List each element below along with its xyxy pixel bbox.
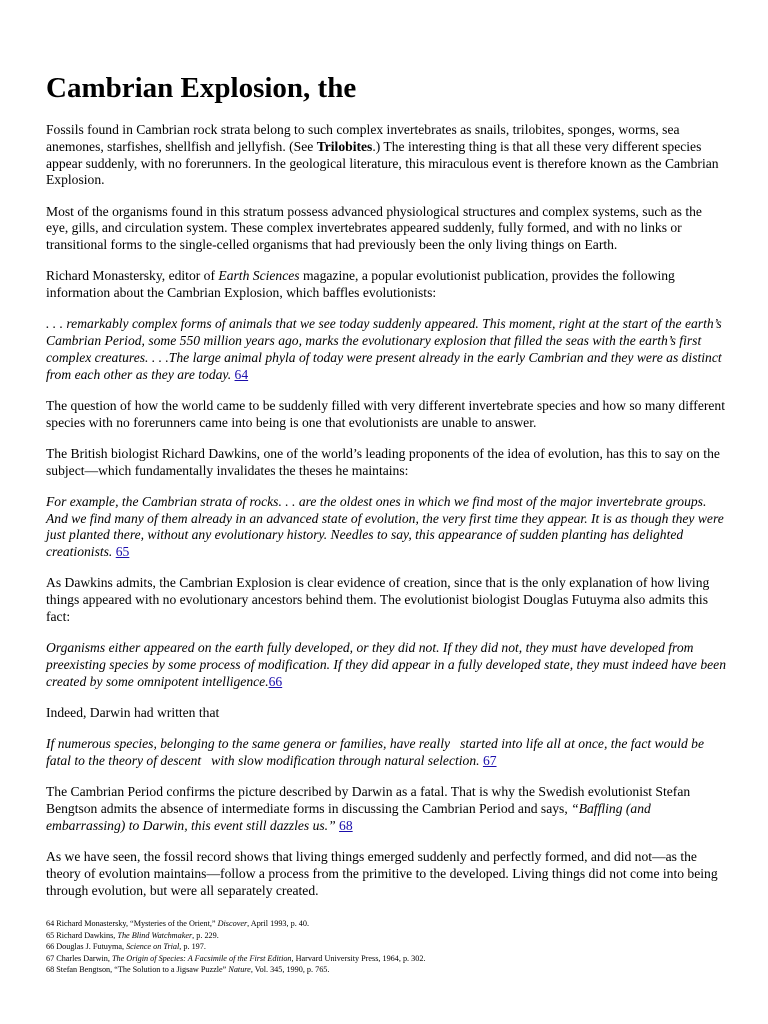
footnotes <box>46 918 726 976</box>
quote-text: For example, the Cambrian strata of rocks. . . are the oldest ones in which we find most of the major invertebrate groups. And we find many of them already in an advanced state of evolution, the very first time they appear. It is as though they were just planted there, without any evolutionary history. Needles to say, this appearance of sudden planting has delighted creationists. <box>46 493 724 560</box>
quote-text: Organisms either appeared on the earth fully developed, or they did not. If they did not, they must have developed from preexisting species by some process of modification. If they did appear in a fully developed state, they must indeed have been created by some omnipotent intelligence. <box>46 640 727 689</box>
footnote-67 <box>46 953 726 965</box>
footnote-text: 67 Charles Darwin, <box>46 953 112 963</box>
footnote-text: 68 Stefan Bengtson, “The Solution to a Jigsaw Puzzle” <box>46 965 229 975</box>
quote-dawkins <box>46 494 726 561</box>
footnote-text: , Harvard University Press, 1964, p. 302. <box>291 953 426 963</box>
quote-text: started into life all at once, the fact would be fatal to the theory of descent <box>46 736 704 769</box>
paragraph-dawkins: The British biologist Richard Dawkins, one of the world’s leading proponents of the idea of evolution, has this to say on the subject—which fundamentally invalidates the theses he maintains: <box>46 445 720 478</box>
quote-darwin <box>46 736 726 770</box>
quote-text: If numerous species, belonging to the same genera or families, have really <box>46 736 451 752</box>
footnote-text: 65 Richard Dawkins, <box>46 930 118 940</box>
footnote-64 <box>46 918 726 930</box>
footnote-66 <box>46 941 726 953</box>
footnote-source: The Origin of Species: A Facsimile of the First Edition <box>111 953 292 963</box>
footnote-text: 66 Douglas J. Futuyma, <box>46 942 127 952</box>
footnote-text: , p. 197. <box>179 942 206 952</box>
paragraph-text: The Cambrian Period confirms the picture described by Darwin as a fatal. That is why the Swedish evolutionist Stefan Bengtson admits the absence of intermediate forms in discussing the Cambrian Period and says, <box>46 784 691 816</box>
footnote-link-68[interactable]: 68 <box>339 817 353 833</box>
paragraph-bengtson <box>46 784 726 834</box>
trilobites-reference: Trilobites <box>316 138 373 154</box>
paragraph-futuyma: As Dawkins admits, the Cambrian Explosion is clear evidence of creation, since that is the only explanation of how living things appeared with no evolutionary ancestors behind them. The evolutionist biologist Douglas Futuyma also admits this fact: <box>46 575 710 625</box>
paragraph-organisms: Most of the organisms found in this stratum possess advanced physiological structures and complex systems, such as the eye, gills, and circulation system. These complex invertebrates appeared suddenly, fully formed, and with no links or transitional forms to the single-celled organisms that had previously been the only living things on Earth. <box>46 203 702 253</box>
quote-text: . . . remarkably complex forms of animals that we see today suddenly appeared. This moment, right at the start of the earth’s Cambrian Period, some 550 million years ago, marks the evolutionary explosion that filled the seas with the earth’s first complex creatures. . . .The large animal phyla of today were present already in the early Cambrian and they were as distinct from each other as they are today. <box>46 316 722 382</box>
footnote-text: 64 Richard Monastersky, “Mysteries of the Orient,” <box>46 919 218 928</box>
footnote-link-67[interactable]: 67 <box>482 753 497 769</box>
footnote-link-65[interactable]: 65 <box>115 544 130 560</box>
quote-futuyma <box>46 640 726 690</box>
footnote-68 <box>46 964 726 976</box>
paragraph-text: Fossils found in Cambrian rock strata belong to such complex invertebrates as snails, trilobites, sponges, worms, sea anemones, starfishes, shellfish and jellyfish. (See <box>46 122 680 154</box>
footnote-text: , April 1993, p. 40. <box>247 919 310 928</box>
footnote-65 <box>46 930 726 942</box>
paragraph-fossils <box>46 122 726 189</box>
paragraph-text: magazine, a popular evolutionist publication, provides the following information about the Cambrian Explosion, which baffles evolutionists: <box>46 268 675 301</box>
quote-monastersky <box>46 316 726 383</box>
footnote-text: , Vol. 345, 1990, p. 765. <box>250 965 330 975</box>
footnote-source: Discover <box>217 919 248 928</box>
article-body <box>46 122 726 914</box>
footnote-link-66[interactable]: 66 <box>268 673 283 689</box>
page-title: Cambrian Explosion, the <box>46 72 357 104</box>
footnote-source: Nature <box>228 965 251 975</box>
paragraph-darwin-intro: Indeed, Darwin had written that <box>46 705 220 721</box>
footnote-text: , p. 229. <box>192 930 219 940</box>
paragraph-text: Richard Monastersky, editor of <box>46 268 219 284</box>
paragraph-question: The question of how the world came to be suddenly filled with very different invertebrate species and how so many different species with no forerunners came into being is one that evolutionists are unable to answer. <box>46 397 725 430</box>
paragraph-conclusion: As we have seen, the fossil record shows that living things emerged suddenly and perfectly formed, and did not—as the theory of evolution maintains—follow a process from the primitive to the developed. Living things did not come into being through evolution, but were all separately created. <box>46 848 718 898</box>
paragraph-text: .) The interesting thing is that all these very different species appear suddenly, with no forerunners. In the geological literature, this miraculous event is therefore known as the Cambrian Explosion. <box>46 138 719 188</box>
footnote-source: Science on Trial <box>126 942 180 952</box>
magazine-title: Earth Sciences <box>218 268 300 284</box>
quote-text: with slow modification through natural selection. <box>211 753 480 769</box>
paragraph-monastersky <box>46 268 726 302</box>
footnote-source: The Blind Watchmaker <box>117 930 193 940</box>
bengtson-quote: “Baffling (and embarrassing) to Darwin, this event still dazzles us.” <box>46 801 651 833</box>
footnote-link-64[interactable]: 64 <box>234 366 249 382</box>
